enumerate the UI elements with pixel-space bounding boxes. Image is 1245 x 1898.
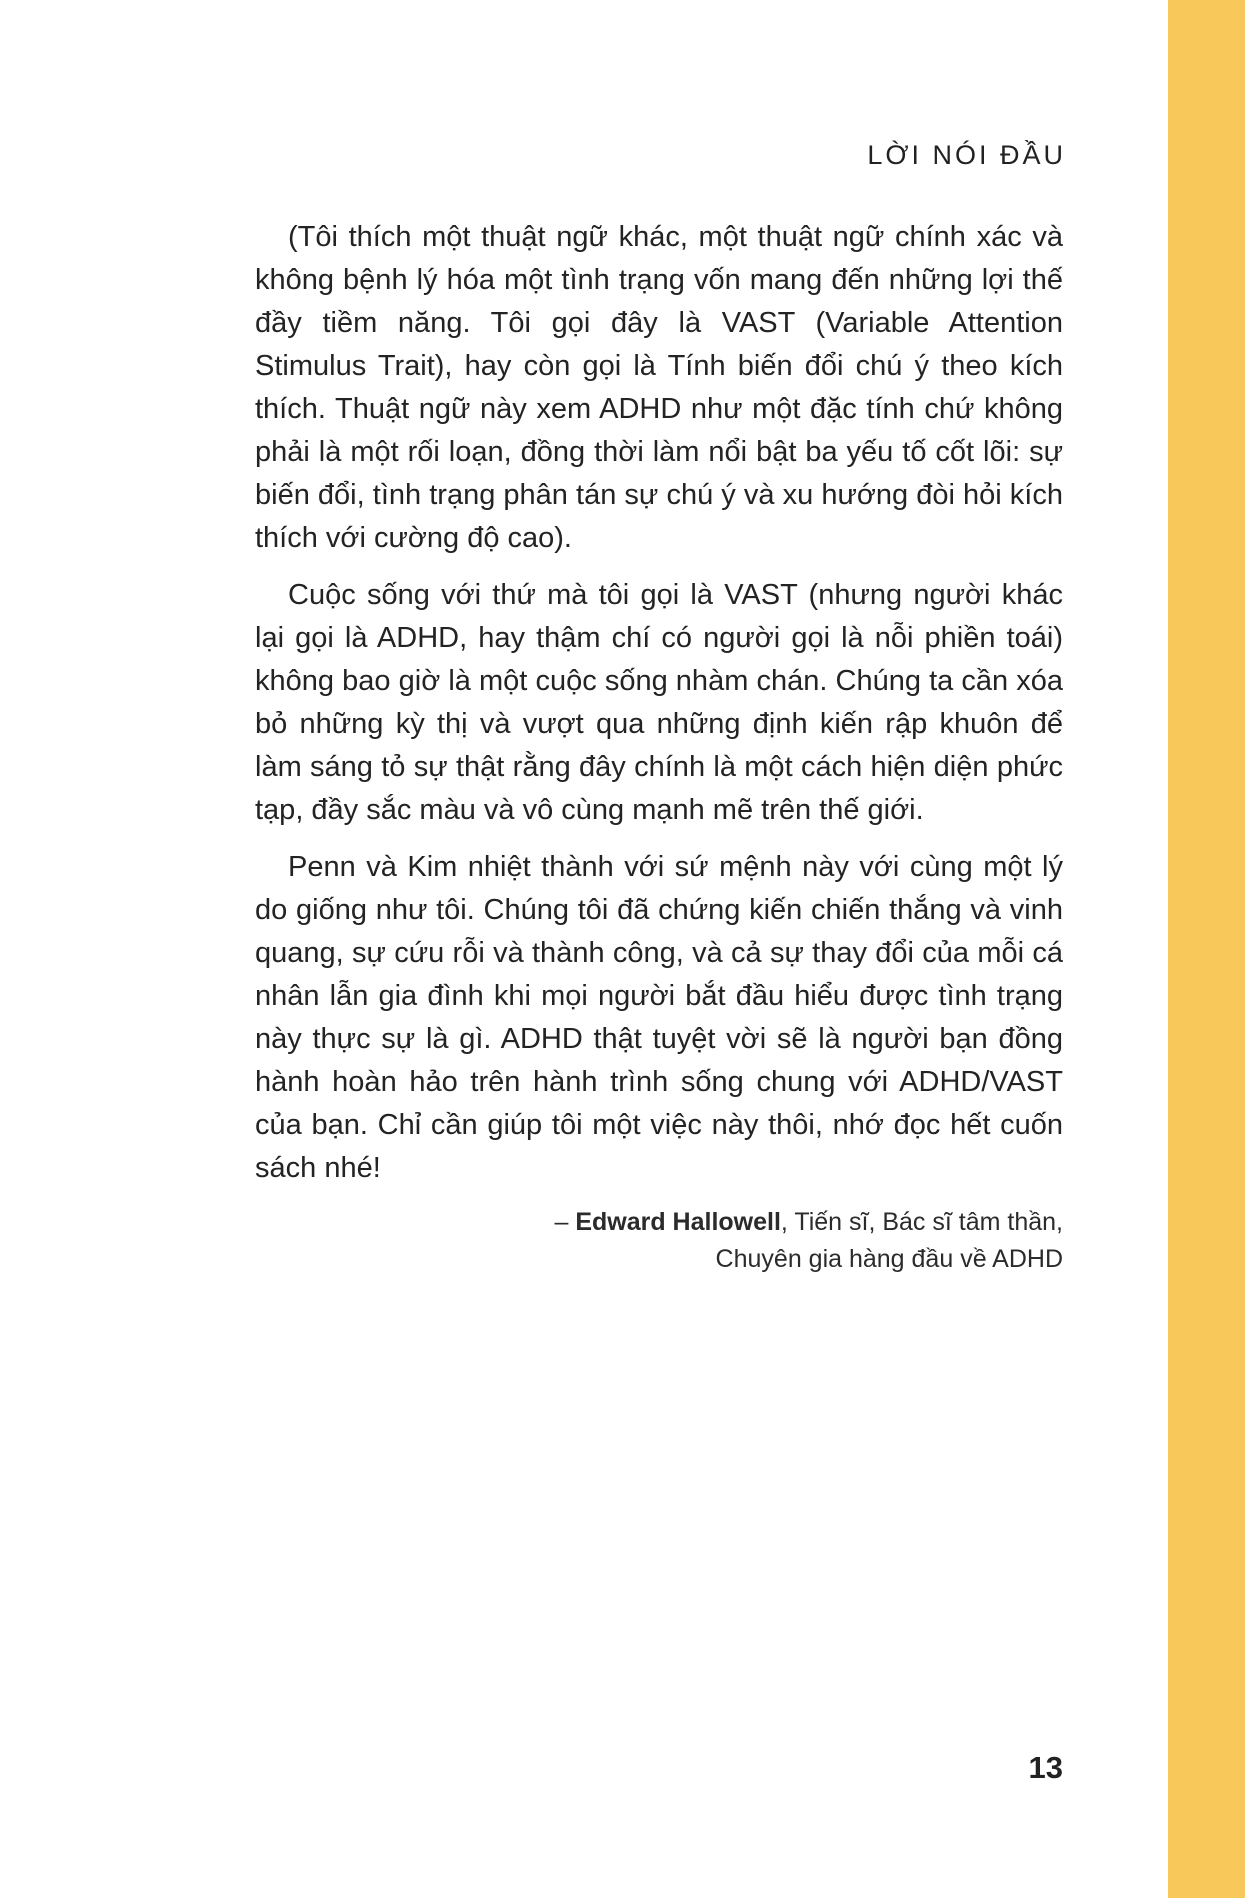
attribution-line1 (255, 1204, 1063, 1241)
accent-stripe (1168, 0, 1245, 1898)
attribution-line2: Chuyên gia hàng đầu về ADHD (715, 1245, 1063, 1273)
attribution-dash: – (554, 1208, 576, 1236)
paragraph-1: (Tôi thích một thuật ngữ khác, một thuật ngữ chính xác và không bệnh lý hóa một tình trạng vốn mang đến những lợi thế đầy tiềm năng. Tôi gọi đây là VAST (Variable Attention Stimulus Trait), hay còn gọi là Tính biến đổi chú ý theo kích thích. Thuật ngữ này xem ADHD như một đặc tính chứ không phải là một rối loạn, đồng thời làm nổi bật ba yếu tố cốt lõi: sự biến đổi, tình trạng phân tán sự chú ý và xu hướng đòi hỏi kích thích với cường độ cao). (255, 221, 1063, 554)
attribution-author: Edward Hallowell (575, 1208, 781, 1236)
page-content (255, 0, 1066, 1278)
page-number: 13 (1028, 1750, 1063, 1785)
paragraph-2: Cuộc sống với thứ mà tôi gọi là VAST (nhưng người khác lại gọi là ADHD, hay thậm chí có người gọi là nỗi phiền toái) không bao giờ là một cuộc sống nhàm chán. Chúng ta cần xóa bỏ những kỳ thị và vượt qua những định kiến rập khuôn để làm sáng tỏ sự thật rằng đây chính là một cách hiện diện phức tạp, đầy sắc màu và vô cùng mạnh mẽ trên thế giới. (255, 579, 1063, 826)
paragraph-3: Penn và Kim nhiệt thành với sứ mệnh này với cùng một lý do giống như tôi. Chúng tôi đã chứng kiến chiến thắng và vinh quang, sự cứu rỗi và thành công, và cả sự thay đổi của mỗi cá nhân lẫn gia đình khi mọi người bắt đầu hiểu được tình trạng này thực sự là gì. ADHD thật tuyệt vời sẽ là người bạn đồng hành hoàn hảo trên hành trình sống chung với ADHD/VAST của bạn. Chỉ cần giúp tôi một việc này thôi, nhớ đọc hết cuốn sách nhé! (255, 851, 1063, 1184)
running-header: LỜI NÓI ĐẦU (867, 140, 1066, 170)
attribution (255, 1204, 1063, 1278)
attribution-role: , Tiến sĩ, Bác sĩ tâm thần, (780, 1208, 1063, 1236)
